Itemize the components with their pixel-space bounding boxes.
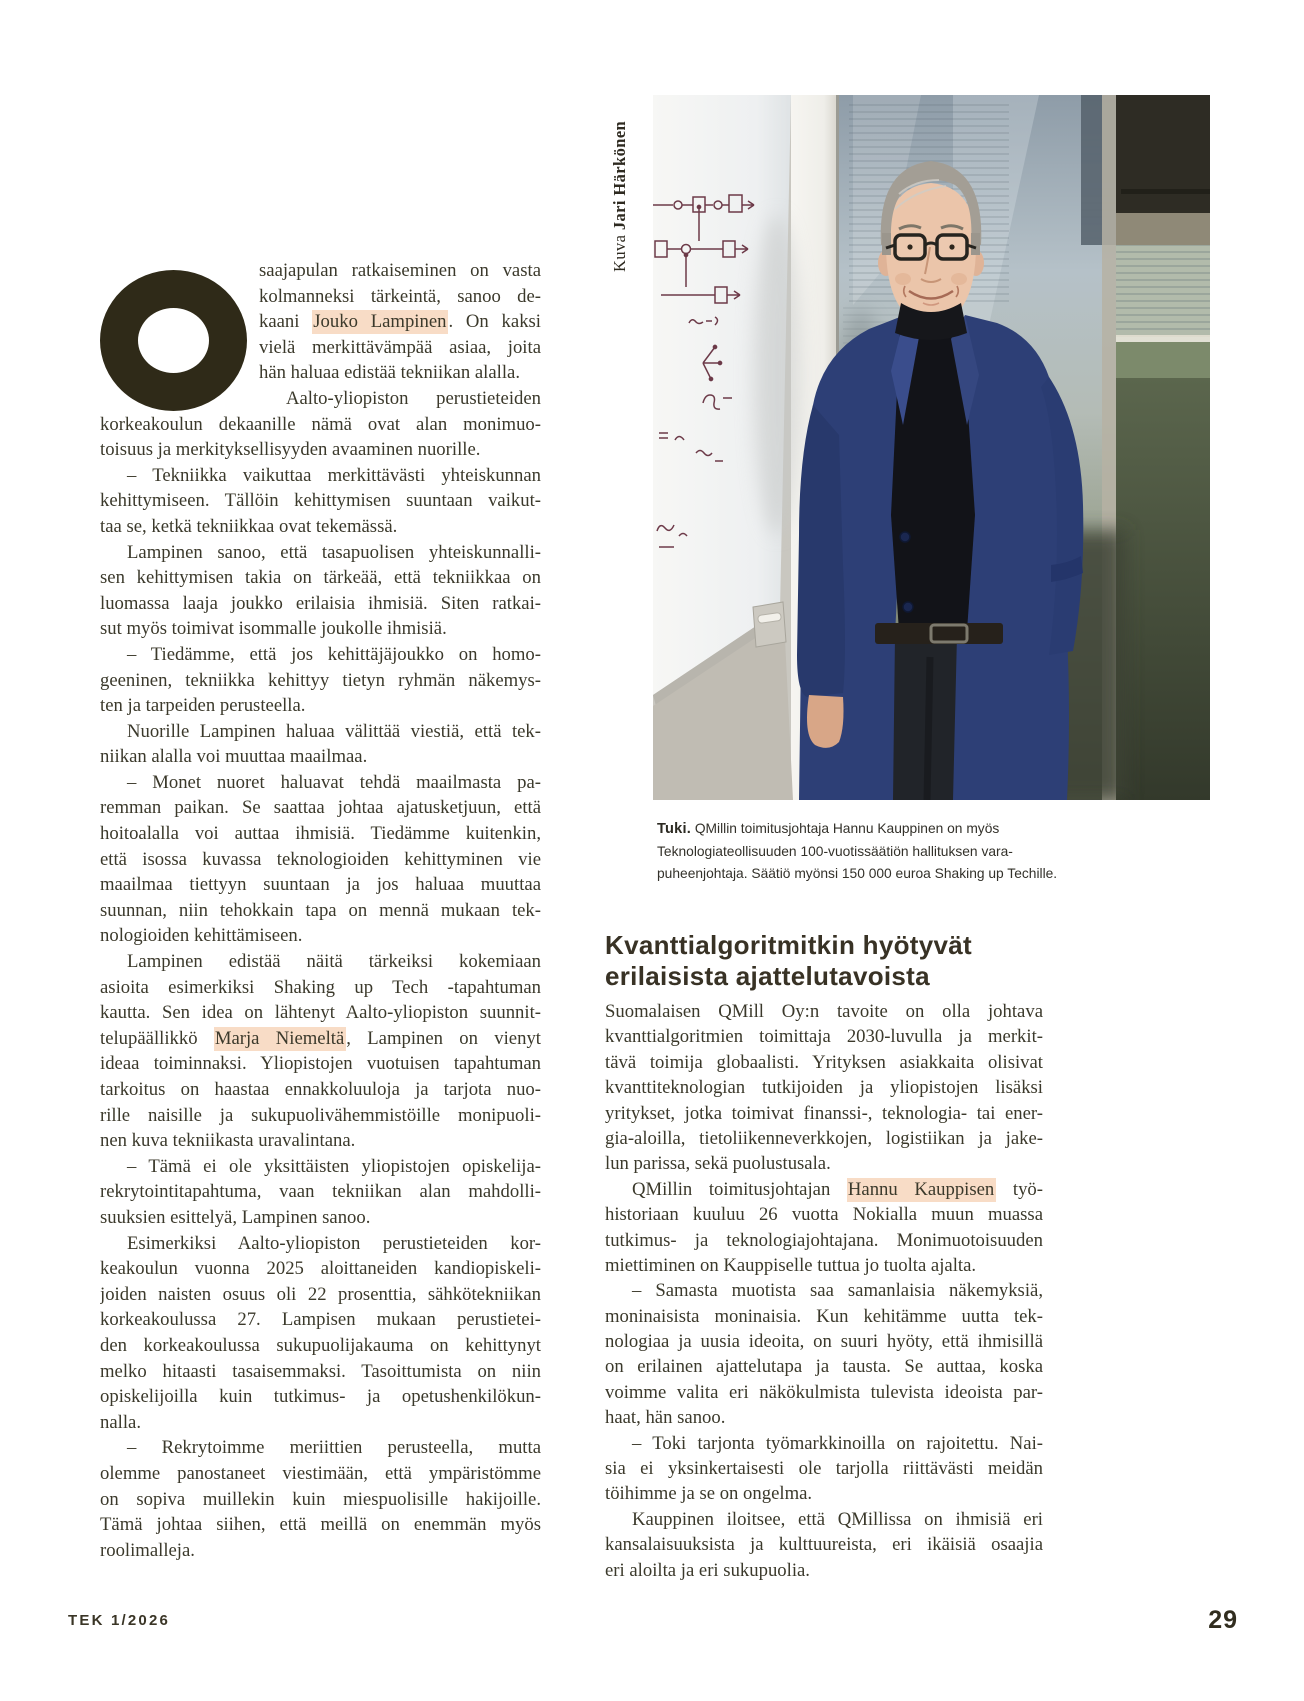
caption-line [657, 818, 1137, 841]
body-text-line: opiskelijoilla kuin tutkimus- ja opetushenkilökun- [100, 1386, 541, 1408]
body-text-line: Tämä johtaa siihen, että meillä on enemmän myös [100, 1514, 541, 1536]
body-text-line: kvanttiteknologian tutkijoiden ja yliopistojen lisäksi [605, 1077, 1043, 1099]
right-column-body [605, 999, 1043, 1583]
body-text-line: roolimalleja. [100, 1539, 195, 1561]
body-text-line: – Toki tarjonta työmarkkinoilla on rajoitettu. Nai- [632, 1432, 1043, 1454]
body-text-line: korkeakoulun dekaanille nämä ovat alan monimuo- [100, 413, 541, 435]
photo-illustration [653, 95, 1210, 800]
body-text-line: moninaisista moninaisia. Kun kehitämme uutta tek- [605, 1305, 1043, 1327]
body-text-line [259, 309, 541, 335]
body-text-line: rille naisille ja sukupuolivähemmistöille monipuoli- [100, 1104, 541, 1126]
body-text-line: – Samasta muotista saa samanlaisia näkemyksiä, [632, 1280, 1043, 1302]
body-text-line: kansalaisuuksista ja kulttuureista, eri ikäisiä osaajia [605, 1534, 1043, 1556]
body-text-line: tävä toimija globaalisti. Yrityksen asiakkaita olisivat [605, 1051, 1043, 1073]
body-text-line: vielä merkittävämpää asiaa, joita [259, 336, 541, 358]
caption-line: puheenjohtaja. Säätiö myönsi 150 000 euroa Shaking up Techille. [657, 865, 1058, 881]
article-photo [653, 95, 1210, 800]
text-segment: QMillin toimitusjohtajan [632, 1178, 847, 1200]
body-text-line: on erilainen ajattelutapa ja tausta. Se auttaa, koska [605, 1356, 1043, 1378]
caption-text: QMillin toimitusjohtaja Hannu Kauppinen on myös [690, 821, 1000, 836]
body-text-line [100, 1026, 541, 1052]
highlighted-name: Jouko Lampinen [313, 311, 447, 333]
highlighted-name: Hannu Kauppisen [847, 1178, 995, 1200]
body-text-line: olemme panostaneet viestimään, että ympäristömme [100, 1462, 541, 1484]
body-text-line: Kauppinen iloitsee, että QMillissa on ihmisiä eri [632, 1508, 1043, 1530]
drop-cap-letter [100, 270, 247, 411]
article-right-column [605, 930, 1043, 1583]
body-text-line: – Tiedämme, että jos kehittäjäjoukko on homo- [127, 643, 541, 665]
text-segment: , Lampinen on vienyt [346, 1027, 541, 1049]
body-text-line: sut myös toimivat isommalle joukolle ihmisiä. [100, 618, 447, 640]
body-text-line: Lampinen sanoo, että tasapuolisen yhteiskunnalli- [127, 541, 541, 563]
body-text-line: rekrytointitapahtuma, vaan tekniikan alan mahdolli- [100, 1181, 541, 1203]
article-left-column [100, 258, 541, 1563]
body-text-line: hän haluaa edistää tekniikan alalla. [259, 362, 520, 384]
hand [807, 695, 844, 748]
body-text-line: sia ei yksinkertaisesti ole tarjolla riittävästi meidän [605, 1458, 1043, 1480]
body-text-line: yritykset, jotka toimivat finanssi-, teknologia- tai ener- [605, 1102, 1043, 1124]
section-heading-line: erilaisista ajattelutavoista [605, 961, 930, 991]
body-text-line: nologioiden kehittämiseen. [100, 925, 303, 947]
body-text-line: nologiaa ja uusia ideoita, on suuri hyöty, että ihmisillä [605, 1331, 1043, 1353]
body-text-line: – Tekniikka vaikuttaa merkittävästi yhteiskunnan [127, 464, 541, 486]
body-text-line: niikan alalla voi muuttaa maailmaa. [100, 746, 368, 768]
section-heading-line: Kvanttialgoritmitkin hyötyvät [605, 930, 972, 960]
body-text-line: nalla. [100, 1411, 141, 1433]
caption-line: Teknologiateollisuuden 100-vuotissäätiön hallituksen vara- [657, 843, 1013, 859]
body-text-line: suunnan, niin tehokkain tapa on mennä mukaan tek- [100, 899, 541, 921]
body-text-line: tutkimus- ja teknologiajohtajana. Monimuotoisuuden [605, 1229, 1043, 1251]
left-column-body [100, 258, 541, 1563]
body-text-line: historiaan kuuluu 26 vuotta Nokialla muun muassa [605, 1204, 1043, 1226]
body-text-line: tarkoitus on haastaa ennakkoluuloja ja tarjota nuo- [100, 1079, 541, 1100]
text-segment: . On kaksi [448, 311, 541, 333]
body-text-line: sen kehittymisen takia on tärkeää, että tekniikkaa on [100, 567, 541, 589]
body-text-line: on sopiva muillekin kuin miespuolisille hakijoille. [100, 1488, 541, 1510]
body-text-line: maailmaa tiettyyn suuntaan ja jos haluaa muuttaa [100, 874, 541, 896]
body-text-line: Nuorille Lampinen haluaa välittää viestiä, että tek- [127, 720, 541, 742]
body-text-line: kautta. Sen idea on lähtenyt Aalto-yliopiston suunnit- [100, 1002, 541, 1024]
body-text-line: Aalto-yliopiston perustieteiden [286, 387, 541, 409]
body-text-line: haat, hän sanoo. [605, 1407, 726, 1429]
body-text-line [605, 1177, 1043, 1202]
footer-issue-label: TEK 1/2026 [68, 1612, 171, 1629]
blazer-button [900, 532, 910, 542]
body-text-line: suuksien esittelyä, Lampinen sanoo. [100, 1206, 371, 1228]
photo-credit-prefix: Kuva [610, 230, 629, 272]
body-text-line: lun parissa, sekä puolustusala. [605, 1153, 831, 1175]
body-text-line: taa se, ketkä tekniikkaa ovat tekemässä. [100, 515, 398, 537]
body-text-line: nen kuva tekniikasta uravalintana. [100, 1130, 356, 1152]
body-text-line: korkeakoulussa 27. Lampisen mukaan perustietei- [100, 1309, 541, 1331]
body-text-line: kehittymiseen. Tällöin kehittymisen suuntaan vaikut- [100, 490, 541, 512]
body-text-line: kvanttialgoritmien toimittaja 2030-luvulla ja merkit- [605, 1026, 1043, 1048]
body-text-line: saajapulan ratkaiseminen on vasta [259, 260, 541, 281]
dark-window-frame [1116, 95, 1210, 213]
body-text-line: gia-aloilla, tietoliikenneverkkojen, logistiikan ja jake- [605, 1127, 1043, 1149]
body-text-line: – Rekrytoimme meriittien perusteella, mutta [127, 1437, 541, 1459]
page-number: 29 [1208, 1606, 1238, 1634]
body-text-line: den korkeakoulussa sukupuolijakauma on kehittynyt [100, 1334, 541, 1356]
body-text-line: joiden naisten osuus oli 22 prosenttia, sähkötekniikan [100, 1283, 541, 1305]
body-text-line: hoitoalalla voi auttaa ihmisiä. Tiedämme kuitenkin, [100, 823, 541, 845]
body-text-line: kolmanneksi tärkeintä, sanoo de- [259, 285, 541, 307]
text-segment: kaani [259, 311, 313, 333]
body-text-line: eri aloilta ja eri sukupuolia. [605, 1559, 810, 1581]
caption-rest [657, 841, 1137, 885]
body-text-line: Lampinen edistää näitä tärkeiksi kokemiaan [127, 951, 541, 973]
text-segment: telupäällikkö [100, 1027, 214, 1049]
caption-lead: Tuki. [657, 821, 691, 837]
body-text-line: ten ja tarpeiden perusteella. [100, 695, 306, 717]
body-text-line: remman paikan. Se saattaa johtaa ajatusketjuun, että [100, 797, 541, 819]
body-text-line: toisuus ja merkityksellisyyden avaaminen nuorille. [100, 439, 481, 461]
body-text-line: keakoulun vuonna 2025 aloittaneiden kandiopiskeli- [100, 1258, 541, 1280]
body-text-line: voimme valita eri näkökulmista tulevista ideoista par- [605, 1381, 1043, 1403]
body-text-line: miettiminen on Kauppiselle tuttua jo tuolta ajalta. [605, 1254, 977, 1276]
photo-credit-name: Jari Härkönen [610, 120, 629, 231]
body-text-line: asioita esimerkiksi Shaking up Tech -tapahtuman [100, 976, 541, 998]
photo-caption [657, 818, 1137, 884]
body-text-line: Suomalaisen QMill Oy:n tavoite on olla johtava [605, 1001, 1043, 1022]
blazer-sleeve [797, 405, 845, 697]
section-heading [605, 930, 1043, 992]
body-text-line: töihimme ja se on ongelma. [605, 1483, 813, 1505]
marker-tray [753, 602, 786, 647]
body-text-line: melko hitaasti tasaisemmaksi. Tasoittumista on niin [100, 1360, 541, 1382]
photo-credit [610, 92, 630, 272]
highlighted-name: Marja Niemeltä [214, 1027, 345, 1049]
body-text-line: – Tämä ei ole yksittäisten yliopistojen opiskelija- [127, 1155, 541, 1177]
body-text-line: että isossa kuvassa teknologioiden kehittyminen vie [100, 848, 541, 870]
blazer-button [903, 602, 913, 612]
body-text-line: ideaa toiminnaksi. Yliopistojen vuotuisen tapahtuman [100, 1053, 541, 1075]
body-text-line: luomassa laaja joukko erilaisia ihmisiä. Siten ratkai- [100, 592, 541, 614]
body-text-line: – Monet nuoret haluavat tehdä maailmasta pa- [127, 771, 541, 793]
text-segment: työ- [996, 1178, 1043, 1200]
body-text-line: geeninen, tekniikka kehittyy tietyn ryhmän näkemys- [100, 669, 541, 691]
body-text-line: Esimerkiksi Aalto-yliopiston perustieteiden kor- [127, 1232, 541, 1254]
